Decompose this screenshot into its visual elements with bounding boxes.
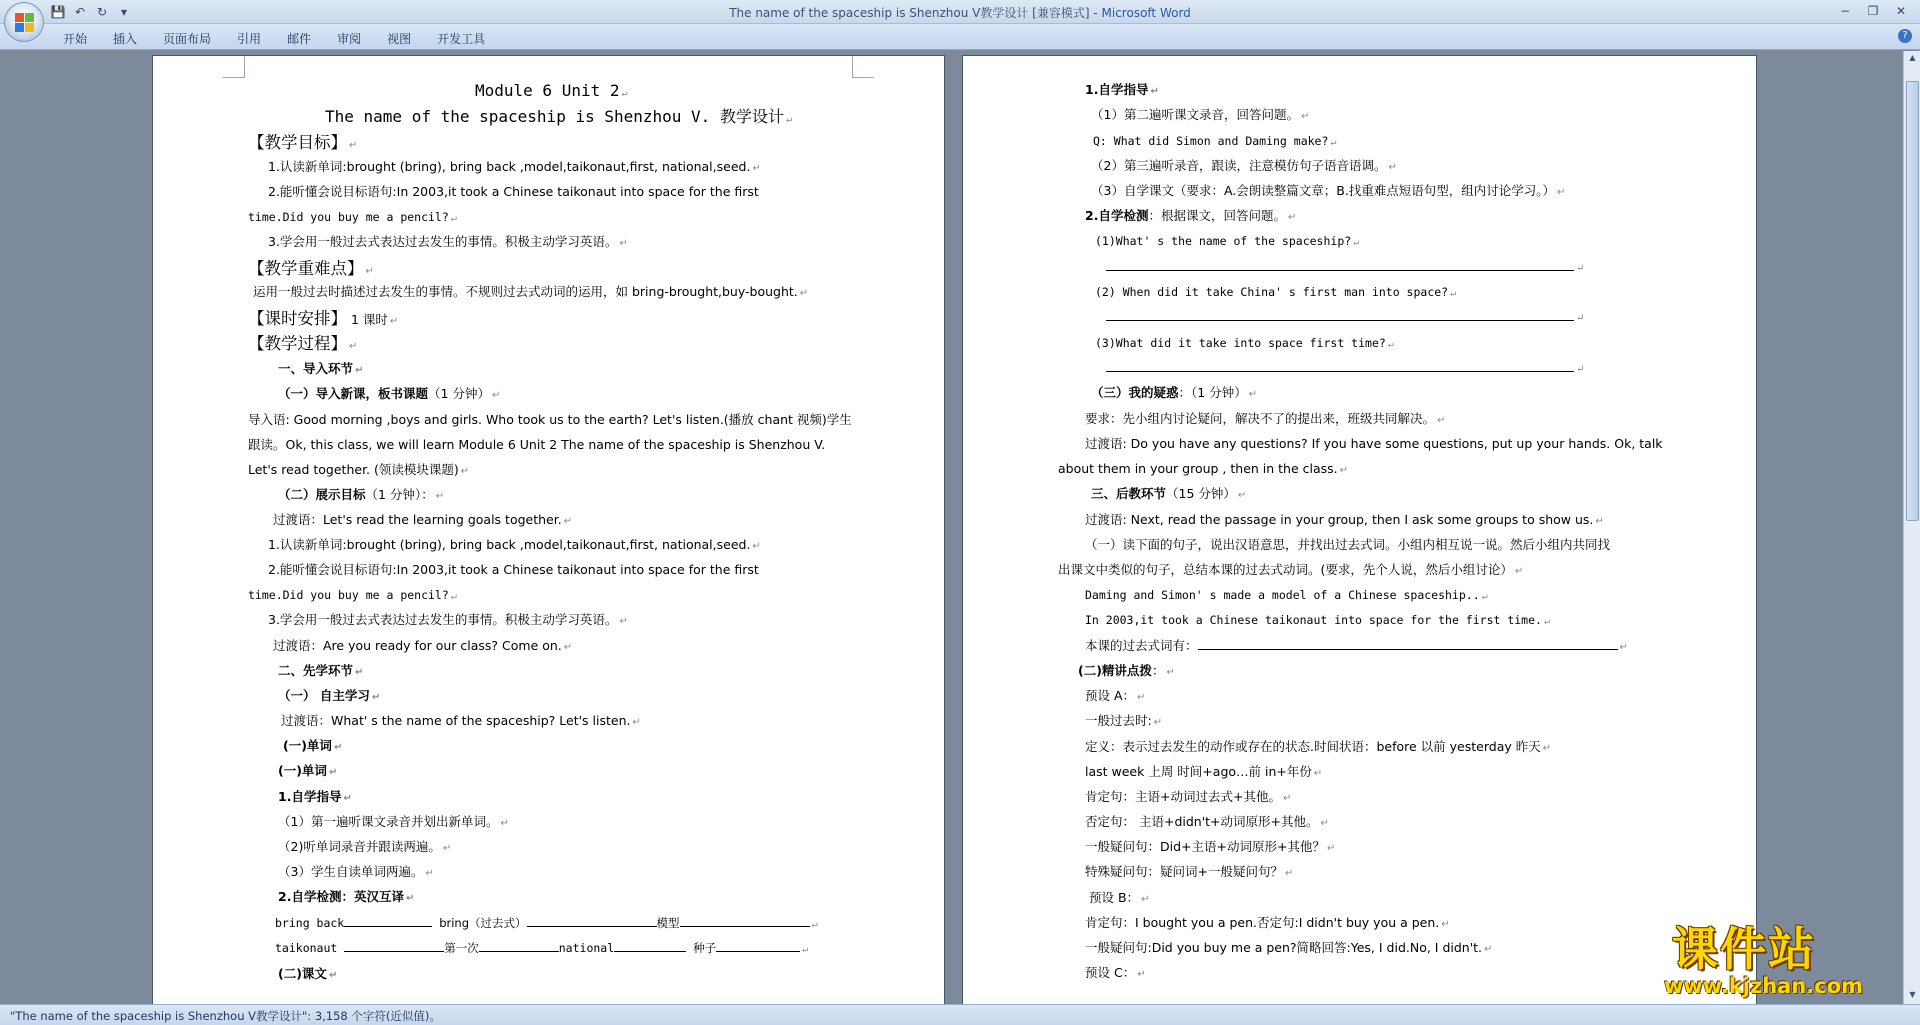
question: Q: What did Simon and Daming make? ↵ bbox=[1093, 134, 1337, 148]
answer-blank[interactable] bbox=[680, 915, 810, 927]
general-question: 一般疑问句：Did+主语+动词原形+其他？ ↵ bbox=[1085, 839, 1336, 854]
section-1: 一、导入环节 ↵ bbox=[278, 361, 364, 376]
transition-4: 过渡语: Do you have any questions? If you have some questions, put up your hands. Ok, talk bbox=[1085, 436, 1663, 451]
margin-corner bbox=[852, 56, 874, 78]
title-bar bbox=[0, 0, 1920, 24]
scroll-up-icon[interactable]: ▲ bbox=[1909, 53, 1916, 62]
check-question-1: (1)What' s the name of the spaceship? ↵ bbox=[1095, 234, 1360, 248]
section-1-2: （二）展示目标（1 分钟）： ↵ bbox=[278, 487, 445, 502]
status-bar bbox=[0, 1004, 1920, 1025]
status-word-count[interactable]: "The name of the spaceship is Shenzhou V教学设计": 3,158 个字符(近似值)。 bbox=[10, 1009, 441, 1023]
answer-blank[interactable] bbox=[344, 915, 432, 927]
definition-2: last week 上周 时间+ago…前 in+年份 ↵ bbox=[1085, 764, 1323, 779]
heading-process: 【教学过程】 ↵ bbox=[248, 334, 358, 353]
customize-qat-icon[interactable]: ▾ bbox=[120, 5, 128, 19]
guide-step-1: （1）第一遍听课文录音并划出新单词。 ↵ bbox=[278, 814, 509, 829]
self-check-2: 2.自学检测：根据课文，回答问题。 ↵ bbox=[1085, 208, 1297, 223]
goal-1-repeat: 1.认读新单词:brought (bring), bring back ,model,taikonaut,first, national,seed. ↵ bbox=[268, 537, 761, 552]
section-3: 三、后教环节（15 分钟） ↵ bbox=[1091, 486, 1247, 501]
section-2-1: （一） 自主学习 ↵ bbox=[278, 688, 381, 703]
vertical-scrollbar[interactable] bbox=[1903, 51, 1920, 1004]
exercise-row-1: bring back bring（过去式） 模型 ↵ bbox=[275, 916, 818, 930]
ribbon-tabs bbox=[50, 28, 498, 49]
document-area bbox=[0, 51, 1903, 1004]
goal-2: 2.能听懂会说目标语句:In 2003,it took a Chinese taikonaut into space for the first bbox=[268, 184, 759, 199]
goal-2-repeat: 2.能听懂会说目标语句:In 2003,it took a Chinese taikonaut into space for the first bbox=[268, 562, 759, 577]
example-sentence-2: In 2003,it took a Chinese taikonaut into space for the first time. ↵ bbox=[1085, 613, 1550, 627]
self-study-guide-2: 1.自学指导 ↵ bbox=[1085, 82, 1159, 97]
goal-3: 3.学会用一般过去式表达过去发生的事情。积极主动学习英语。 ↵ bbox=[268, 234, 628, 249]
guide-step-3: （3）学生自读单词两遍。 ↵ bbox=[278, 864, 434, 879]
heading-goals: 【教学目标】 ↵ bbox=[248, 133, 358, 152]
affirmative-2: 肯定句：I bought you a pen.否定句:I didn't buy you a pen. ↵ bbox=[1085, 915, 1450, 930]
close-button[interactable]: ✕ bbox=[1895, 4, 1907, 18]
requirement: 要求：先小组内讨论疑问，解决不了的提出来，班级共同解决。 ↵ bbox=[1085, 411, 1446, 426]
redo-icon[interactable]: ↻ bbox=[96, 5, 108, 19]
office-button[interactable] bbox=[4, 2, 44, 42]
example-sentence-1: Daming and Simon' s made a model of a Chinese spaceship.. ↵ bbox=[1085, 588, 1488, 602]
answer-blank[interactable] bbox=[1106, 259, 1574, 271]
tab-insert[interactable]: 插入 bbox=[113, 32, 138, 46]
heading-key-points: 【教学重难点】 ↵ bbox=[248, 259, 374, 278]
tab-page-layout[interactable]: 页面布局 bbox=[163, 32, 212, 46]
transition-3: 过渡语：What' s the name of the spaceship? Let's listen. ↵ bbox=[281, 713, 641, 728]
subsection-words-2: (一)单词 ↵ bbox=[278, 763, 338, 778]
office-logo-icon bbox=[15, 13, 35, 33]
preset-a: 预设 A： ↵ bbox=[1085, 688, 1146, 703]
window-controls bbox=[1832, 2, 1914, 20]
check-question-3: (3)What did it take into space first time? ↵ bbox=[1095, 336, 1394, 350]
preset-b: 预设 B： ↵ bbox=[1089, 890, 1150, 905]
watermark-logo bbox=[1656, 924, 1906, 998]
answer-blank[interactable] bbox=[1106, 309, 1574, 321]
answer-line-3: ↵ bbox=[1106, 360, 1584, 378]
answer-line-1: ↵ bbox=[1106, 259, 1584, 277]
watermark-text: 课件站 bbox=[1672, 922, 1816, 976]
goal-2-repeat-cont: time.Did you buy me a pencil? ↵ bbox=[248, 588, 457, 602]
reading-task: （一）读下面的句子，说出汉语意思，并找出过去式词。小组内相互说一说。然后小组内共同找 bbox=[1085, 537, 1611, 552]
window-title bbox=[0, 4, 1920, 21]
key-point-1: 运用一般过去时描述过去发生的事情。不规则过去式动词的运用，如 bring-brought,buy-bought. ↵ bbox=[253, 284, 809, 299]
answer-blank[interactable] bbox=[479, 940, 559, 952]
scroll-down-icon[interactable]: ▼ bbox=[1909, 990, 1916, 999]
answer-blank[interactable] bbox=[614, 940, 686, 952]
watermark-url: www.kjzhan.com bbox=[1664, 974, 1864, 998]
transition-4-cont: about them in your group , then in the class. ↵ bbox=[1058, 461, 1349, 476]
intro-line-3: Let's read together. (领读模块课题) ↵ bbox=[248, 462, 470, 477]
answer-blank[interactable] bbox=[1198, 638, 1618, 650]
reading-task-cont: 出课文中类似的句子，总结本课的过去式动词。(要求，先个人说，然后小组讨论） ↵ bbox=[1058, 562, 1524, 577]
focus-points: (二)精讲点拨： ↵ bbox=[1078, 663, 1175, 678]
transition-1: 过渡语：Let's read the learning goals together. ↵ bbox=[273, 512, 573, 527]
guide-step-2: （2)听单词录音并跟读两遍。 ↵ bbox=[278, 839, 452, 854]
answer-blank[interactable] bbox=[344, 940, 444, 952]
guide2-step-2: （2）第三遍听录音，跟读，注意模仿句子语音语调。 ↵ bbox=[1091, 158, 1397, 173]
exercise-row-2: taikonaut 第一次 national 种子 ↵ bbox=[275, 941, 809, 955]
answer-blank[interactable] bbox=[716, 940, 800, 952]
special-question: 特殊疑问句：疑问词+一般疑问句？ ↵ bbox=[1085, 864, 1294, 879]
transition-5: 过渡语: Next, read the passage in your group, then I ask some groups to show us. ↵ bbox=[1085, 512, 1604, 527]
definition-1: 定义：表示过去发生的动作或存在的状态.时间状语：before 以前 yesterday 昨天 ↵ bbox=[1085, 739, 1552, 754]
affirmative: 肯定句：主语+动词过去式+其他。 ↵ bbox=[1085, 789, 1292, 804]
goal-2-cont: time.Did you buy me a pencil? ↵ bbox=[248, 210, 457, 224]
answer-line-2: ↵ bbox=[1106, 309, 1584, 327]
ribbon bbox=[0, 24, 1920, 50]
answer-blank[interactable] bbox=[527, 915, 657, 927]
save-icon[interactable]: 💾 bbox=[50, 5, 66, 19]
undo-icon[interactable]: ↶ bbox=[74, 5, 86, 19]
check-question-2: (2) When did it take China' s first man into space? ↵ bbox=[1095, 285, 1457, 299]
negative: 否定句： 主语+didn't+动词原形+其他。 ↵ bbox=[1085, 814, 1329, 829]
self-check: 2.自学检测：英汉互译 ↵ bbox=[278, 889, 415, 904]
subsection-text: (二)课文 ↵ bbox=[278, 966, 338, 981]
general-question-2: 一般疑问句:Did you buy me a pen?简略回答:Yes, I did.No, I didn't. ↵ bbox=[1085, 940, 1493, 955]
transition-2: 过渡语：Are you ready for our class? Come on. ↵ bbox=[273, 638, 573, 653]
minimize-button[interactable]: − bbox=[1839, 4, 1851, 18]
scroll-thumb[interactable] bbox=[1906, 81, 1919, 521]
answer-blank[interactable] bbox=[1106, 360, 1574, 372]
my-doubts: （三）我的疑惑：（1 分钟） ↵ bbox=[1091, 385, 1258, 400]
goal-1: 1.认读新单词:brought (bring), bring back ,model,taikonaut,first, national,seed. ↵ bbox=[268, 159, 761, 174]
subsection-words: (一)单词 ↵ bbox=[283, 738, 343, 753]
page-1[interactable] bbox=[152, 55, 945, 1004]
simple-past: 一般过去时: ↵ bbox=[1085, 713, 1163, 728]
tab-developer[interactable]: 开发工具 bbox=[437, 32, 486, 46]
intro-line-1: 导入语: Good morning ,boys and girls. Who took us to the earth? Let's listen.(播放 chant 视频)学生 bbox=[248, 412, 852, 427]
maximize-button[interactable]: ❐ bbox=[1867, 4, 1879, 18]
section-1-1: （一）导入新课，板书课题（1 分钟） ↵ bbox=[278, 386, 501, 401]
page-2[interactable] bbox=[962, 55, 1757, 1004]
tab-home[interactable]: 开始 bbox=[63, 32, 88, 46]
intro-line-2: 跟读。Ok, this class, we will learn Module 6 Unit 2 The name of the spaceship is Shenzhou V. bbox=[248, 437, 826, 452]
goal-3-repeat: 3.学会用一般过去式表达过去发生的事情。积极主动学习英语。 ↵ bbox=[268, 612, 628, 627]
margin-corner bbox=[223, 56, 245, 78]
section-2: 二、先学环节 ↵ bbox=[278, 663, 364, 678]
tab-mailings[interactable]: 邮件 bbox=[287, 32, 312, 46]
preset-c: 预设 C： ↵ bbox=[1085, 965, 1146, 980]
guide2-step-3: （3）自学课文（要求：A.会朗读整篇文章；B.找重难点短语句型，组内讨论学习。） ↵ bbox=[1091, 183, 1566, 198]
heading-schedule: 【课时安排】 1 课时 ↵ bbox=[248, 309, 399, 328]
tab-view[interactable]: 视图 bbox=[387, 32, 412, 46]
tab-references[interactable]: 引用 bbox=[237, 32, 262, 46]
past-tense-words: 本课的过去式词有： ↵ bbox=[1085, 638, 1628, 653]
app-name: Microsoft Word bbox=[1101, 6, 1191, 20]
self-study-guide: 1.自学指导 ↵ bbox=[278, 789, 352, 804]
help-icon[interactable]: ? bbox=[1898, 29, 1912, 43]
tab-review[interactable]: 审阅 bbox=[337, 32, 362, 46]
document-title: The name of the spaceship is Shenzhou V教学设计 [兼容模式] - bbox=[729, 6, 1102, 20]
doc-title-line-2: The name of the spaceship is Shenzhou V. 教学设计 ↵ bbox=[325, 107, 792, 126]
doc-title-line-1: Module 6 Unit 2 ↵ bbox=[475, 81, 628, 100]
guide2-step-1: （1）第二遍听课文录音，回答问题。 ↵ bbox=[1091, 107, 1310, 122]
